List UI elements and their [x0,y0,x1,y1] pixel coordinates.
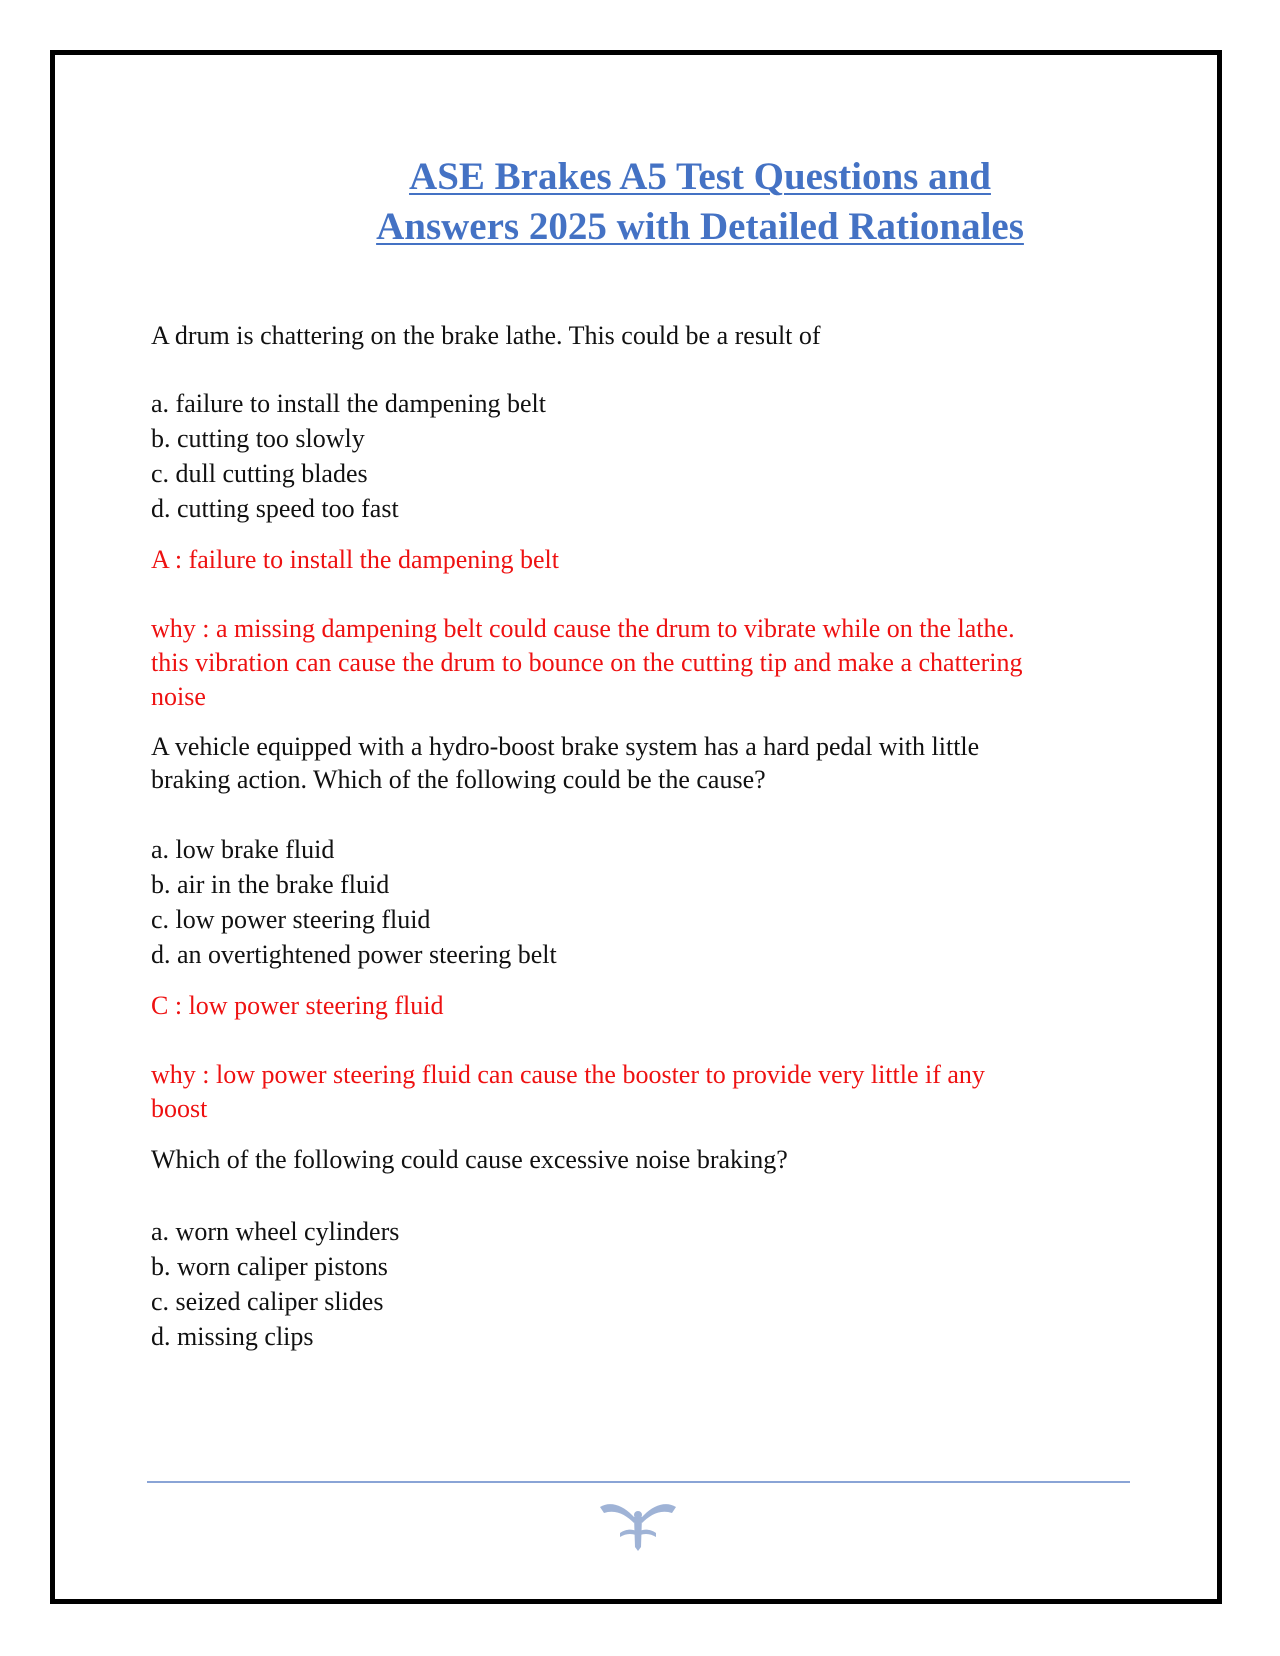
question-1-option-d: d. cutting speed too fast [151,494,399,523]
question-2-option-d: d. an overtightened power steering belt [151,940,557,969]
question-2-option-b: b. air in the brake fluid [151,870,390,899]
question-1-option-c: c. dull cutting blades [151,459,368,488]
bird-logo-icon [598,1497,678,1553]
question-3-option-d: d. missing clips [151,1322,314,1351]
question-3-option-b: b. worn caliper pistons [151,1252,388,1281]
question-block-1 [151,318,1091,714]
title-line-2: Answers 2025 with Detailed Rationales [376,205,1024,248]
question-3-option-a: a. worn wheel cylinders [151,1217,400,1246]
footer-divider [147,1481,1130,1483]
question-2-option-a: a. low brake fluid [151,835,335,864]
title-line-1: ASE Brakes A5 Test Questions and [409,155,991,198]
question-3-options [151,1214,1091,1354]
question-2-text: A vehicle equipped with a hydro-boost brake system has a hard pedal with little braking action. Which of the following could be the cause? [151,732,980,794]
question-1-option-a: a. failure to install the dampening belt [151,389,546,418]
question-2-option-c: c. low power steering fluid [151,905,431,934]
question-1-text: A drum is chattering on the brake lathe. This could be a result of [151,321,821,350]
question-3-option-c: c. seized caliper slides [151,1287,384,1316]
question-3-text: Which of the following could cause excessive noise braking? [151,1145,788,1174]
question-2-answer: C : low power steering fluid [151,991,444,1020]
document-body [151,318,1091,1354]
question-2-options [151,832,1091,972]
question-block-2 [151,730,1091,1126]
document-title [340,152,1060,252]
question-2-rationale: why : low power steering fluid can cause the booster to provide very little if any boost [151,1060,985,1123]
question-1-options [151,386,1091,526]
question-block-3 [151,1142,1091,1354]
question-1-option-b: b. cutting too slowly [151,424,365,453]
question-1-answer: A : failure to install the dampening belt [151,545,559,574]
question-1-rationale: why : a missing dampening belt could cause the drum to vibrate while on the lathe. this vibration can cause the drum to bounce on the cutting tip and make a chattering noise [151,614,1023,711]
